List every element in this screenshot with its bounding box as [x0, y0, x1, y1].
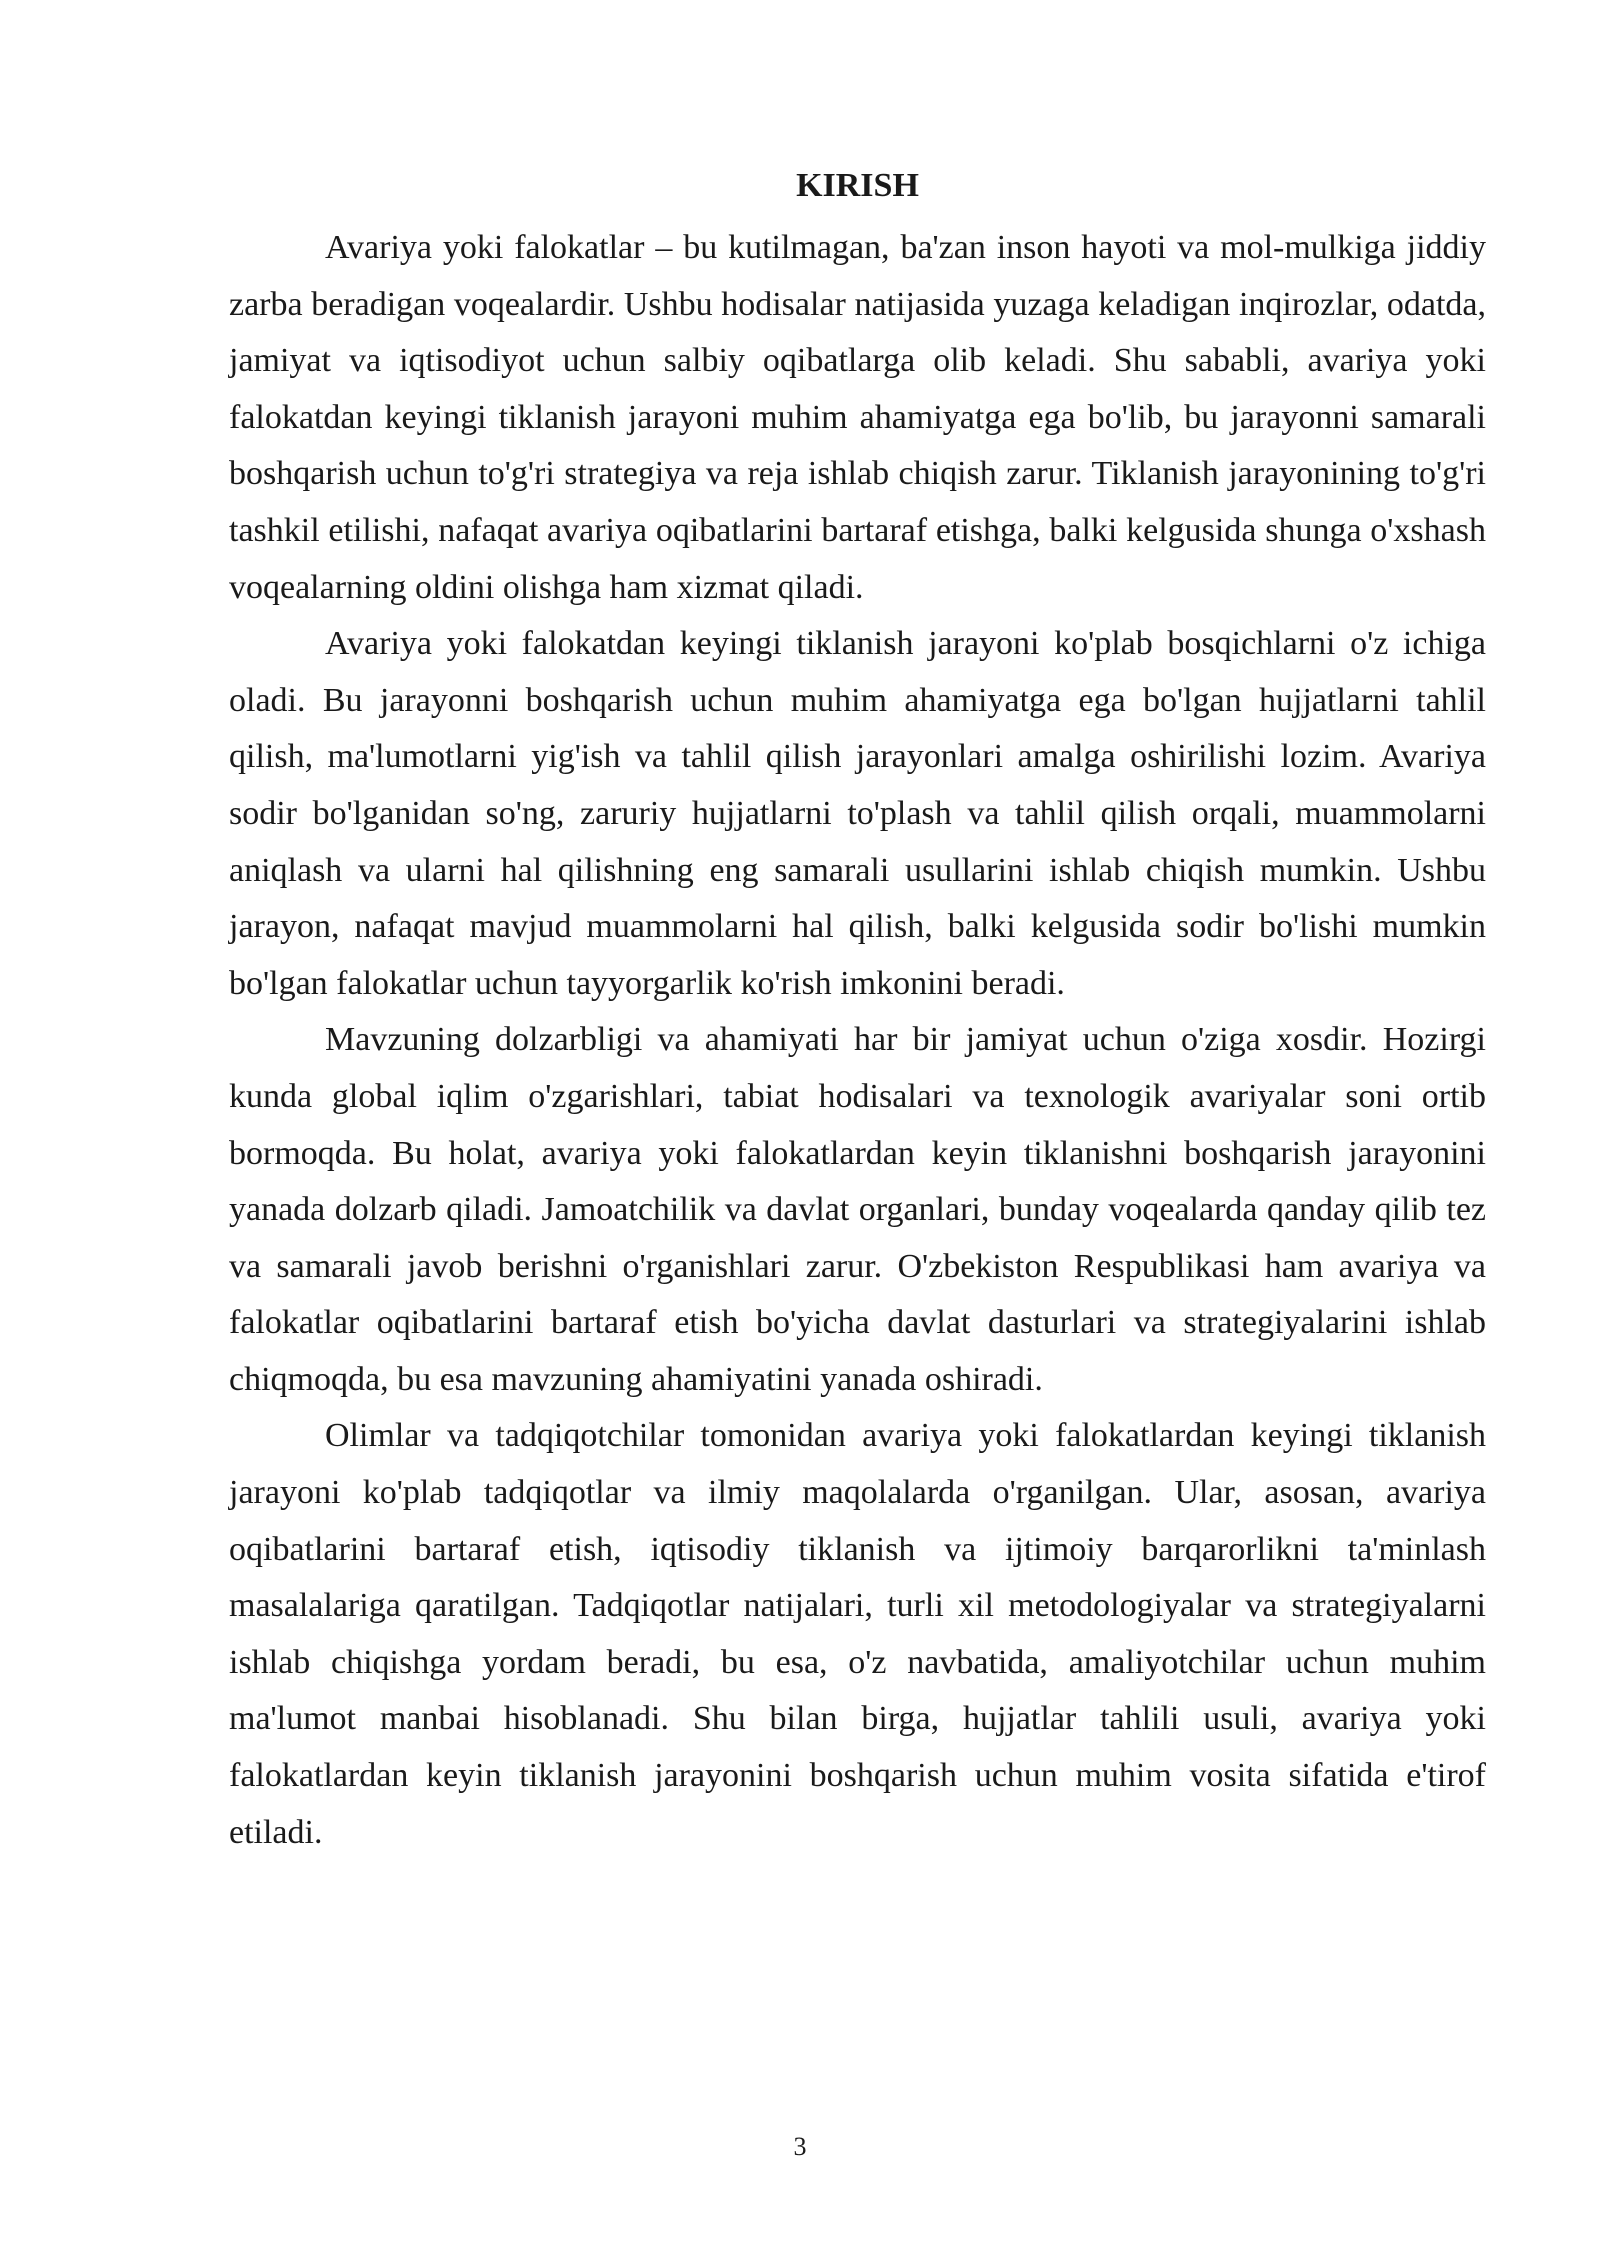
section-heading: KIRISH: [796, 167, 919, 204]
page-number: 3: [793, 2132, 807, 2161]
page-content: [229, 162, 1486, 1861]
paragraph-1: Avariya yoki falokatlar – bu kutilmagan, ba'zan inson hayoti va mol-mulkiga jiddiy zarba beradigan voqealardir. Ushbu hodisalar natijasida yuzaga keladigan inqirozlar, odatda, jamiyat va iqtisodiyot uchun salbiy oqibatlarga olib keladi. Shu sababli, avariya yoki falokatdan keyingi tiklanish jarayoni muhim ahamiyatga ega bo'lib, bu jarayonni samarali boshqarish uchun to'g'ri strategiya va reja ishlab chiqish zarur. Tiklanish jarayonining to'g'ri tashkil etilishi, nafaqat avariya oqibatlarini bartaraf etishga, balki kelgusida shunga o'xshash voqealarning oldini olishga ham xizmat qiladi.: [229, 229, 1486, 606]
paragraph-4: Olimlar va tadqiqotchilar tomonidan avariya yoki falokatlardan keyingi tiklanish jarayoni ko'plab tadqiqotlar va ilmiy maqolalarda o'rganilgan. Ular, asosan, avariya oqibatlarini bartaraf etish, iqtisodiy tiklanish va ijtimoiy barqarorlikni ta'minlash masalalariga qaratilgan. Tadqiqotlar natijalari, turli xil metodologiyalar va strategiyalarni ishlab chiqishga yordam beradi, bu esa, o'z navbatida, amaliyotchilar uchun muhim ma'lumot manbai hisoblanadi. Shu bilan birga, hujjatlar tahlili usuli, avariya yoki falokatlardan keyin tiklanish jarayonini boshqarish uchun muhim vosita sifatida e'tirof etiladi.: [229, 1417, 1486, 1851]
paragraph-3: Mavzuning dolzarbligi va ahamiyati har bir jamiyat uchun o'ziga xosdir. Hozirgi kunda global iqlim o'zgarishlari, tabiat hodisalari va texnologik avariyalar soni ortib bormoqda. Bu holat, avariya yoki falokatlardan keyin tiklanishni boshqarish jarayonini yanada dolzarb qiladi. Jamoatchilik va davlat organlari, bunday voqealarda qanday qilib tez va samarali javob berishni o'rganishlari zarur. O'zbekiston Respublikasi ham avariya va falokatlar oqibatlarini bartaraf etish bo'yicha davlat dasturlari va strategiyalarini ishlab chiqmoqda, bu esa mavzuning ahamiyatini yanada oshiradi.: [229, 1021, 1486, 1398]
paragraph-2: Avariya yoki falokatdan keyingi tiklanish jarayoni ko'plab bosqichlarni o'z ichiga oladi. Bu jarayonni boshqarish uchun muhim ahamiyatga ega bo'lgan hujjatlarni tahlil qilish, ma'lumotlarni yig'ish va tahlil qilish jarayonlari amalga oshirilishi lozim. Avariya sodir bo'lganidan so'ng, zaruriy hujjatlarni to'plash va tahlil qilish orqali, muammolarni aniqlash va ularni hal qilishning eng samarali usullarini ishlab chiqish mumkin. Ushbu jarayon, nafaqat mavjud muammolarni hal qilish, balki kelgusida sodir bo'lishi mumkin bo'lgan falokatlar uchun tayyorgarlik ko'rish imkonini beradi.: [229, 625, 1486, 1002]
